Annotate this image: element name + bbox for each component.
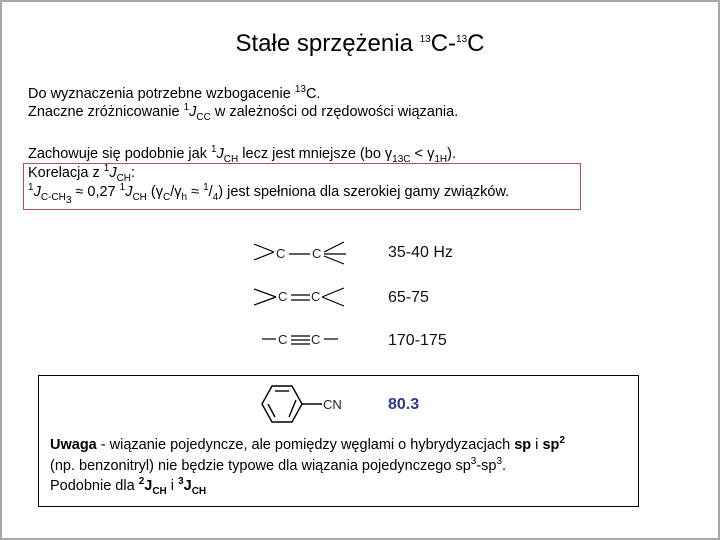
note-line-2: (np. benzonitryl) nie będzie typowe dla wiązania pojedynczego $sp^3-sp^3$. [50,456,507,474]
correlation-line-2: $^1J_{C-CH_3} \approx 0,27$ $^1J_{CH}$ $(\gamma_C/\gamma_h \approx ^1/_4)$ jest spełniona dla szerokiej gamy związków. [28,182,510,206]
atom-label: CN [323,397,342,412]
atom-label: C [311,332,321,347]
atom-label: C [278,332,288,347]
single-bond-structure [250,238,360,268]
benzonitrile-structure [248,376,358,432]
atom-label: C [311,289,321,304]
coupling-value: 80.3 [388,396,420,413]
slide-title: Stałe sprzężenia $^{13}$C-$^{13}$C [235,30,485,57]
coupling-value: 65-75 [388,289,429,306]
note-line-1: Uwaga - wiązanie pojedyncze, ale pomiędzy węglami o hybrydyzacjach sp i $sp^2$ [50,435,565,453]
correlation-line-1: Korelacja z $^1J_{CH}$: [28,163,136,184]
intro-line-2: Znaczne zróżnicowanie $^1J_{CC}$ w zależności od rzędowości wiązania. [28,102,459,123]
atom-label: C [276,246,286,261]
atom-label: C [312,246,322,261]
note-line-3: Podobnie dla $^2J_{CH}$ i $^3J_{CH}$ [50,476,207,497]
double-bond-drawing [250,283,360,313]
coupling-value: 170-175 [388,332,447,349]
triple-bond-drawing [250,326,360,356]
atom-label: C [278,289,288,304]
single-bond-drawing [250,238,360,268]
behavior-line: Zachowuje się podobnie jak $^1J_{CH}$ lecz jest mniejsze (bo $\gamma_{13C} < \gamma_{1H}$). [28,144,456,165]
triple-bond-structure [250,326,360,356]
double-bond-structure [250,283,360,313]
intro-line-1: Do wyznaczenia potrzebne wzbogacenie $^{13}$C. [28,84,321,102]
coupling-value: 35-40 Hz [388,244,453,261]
